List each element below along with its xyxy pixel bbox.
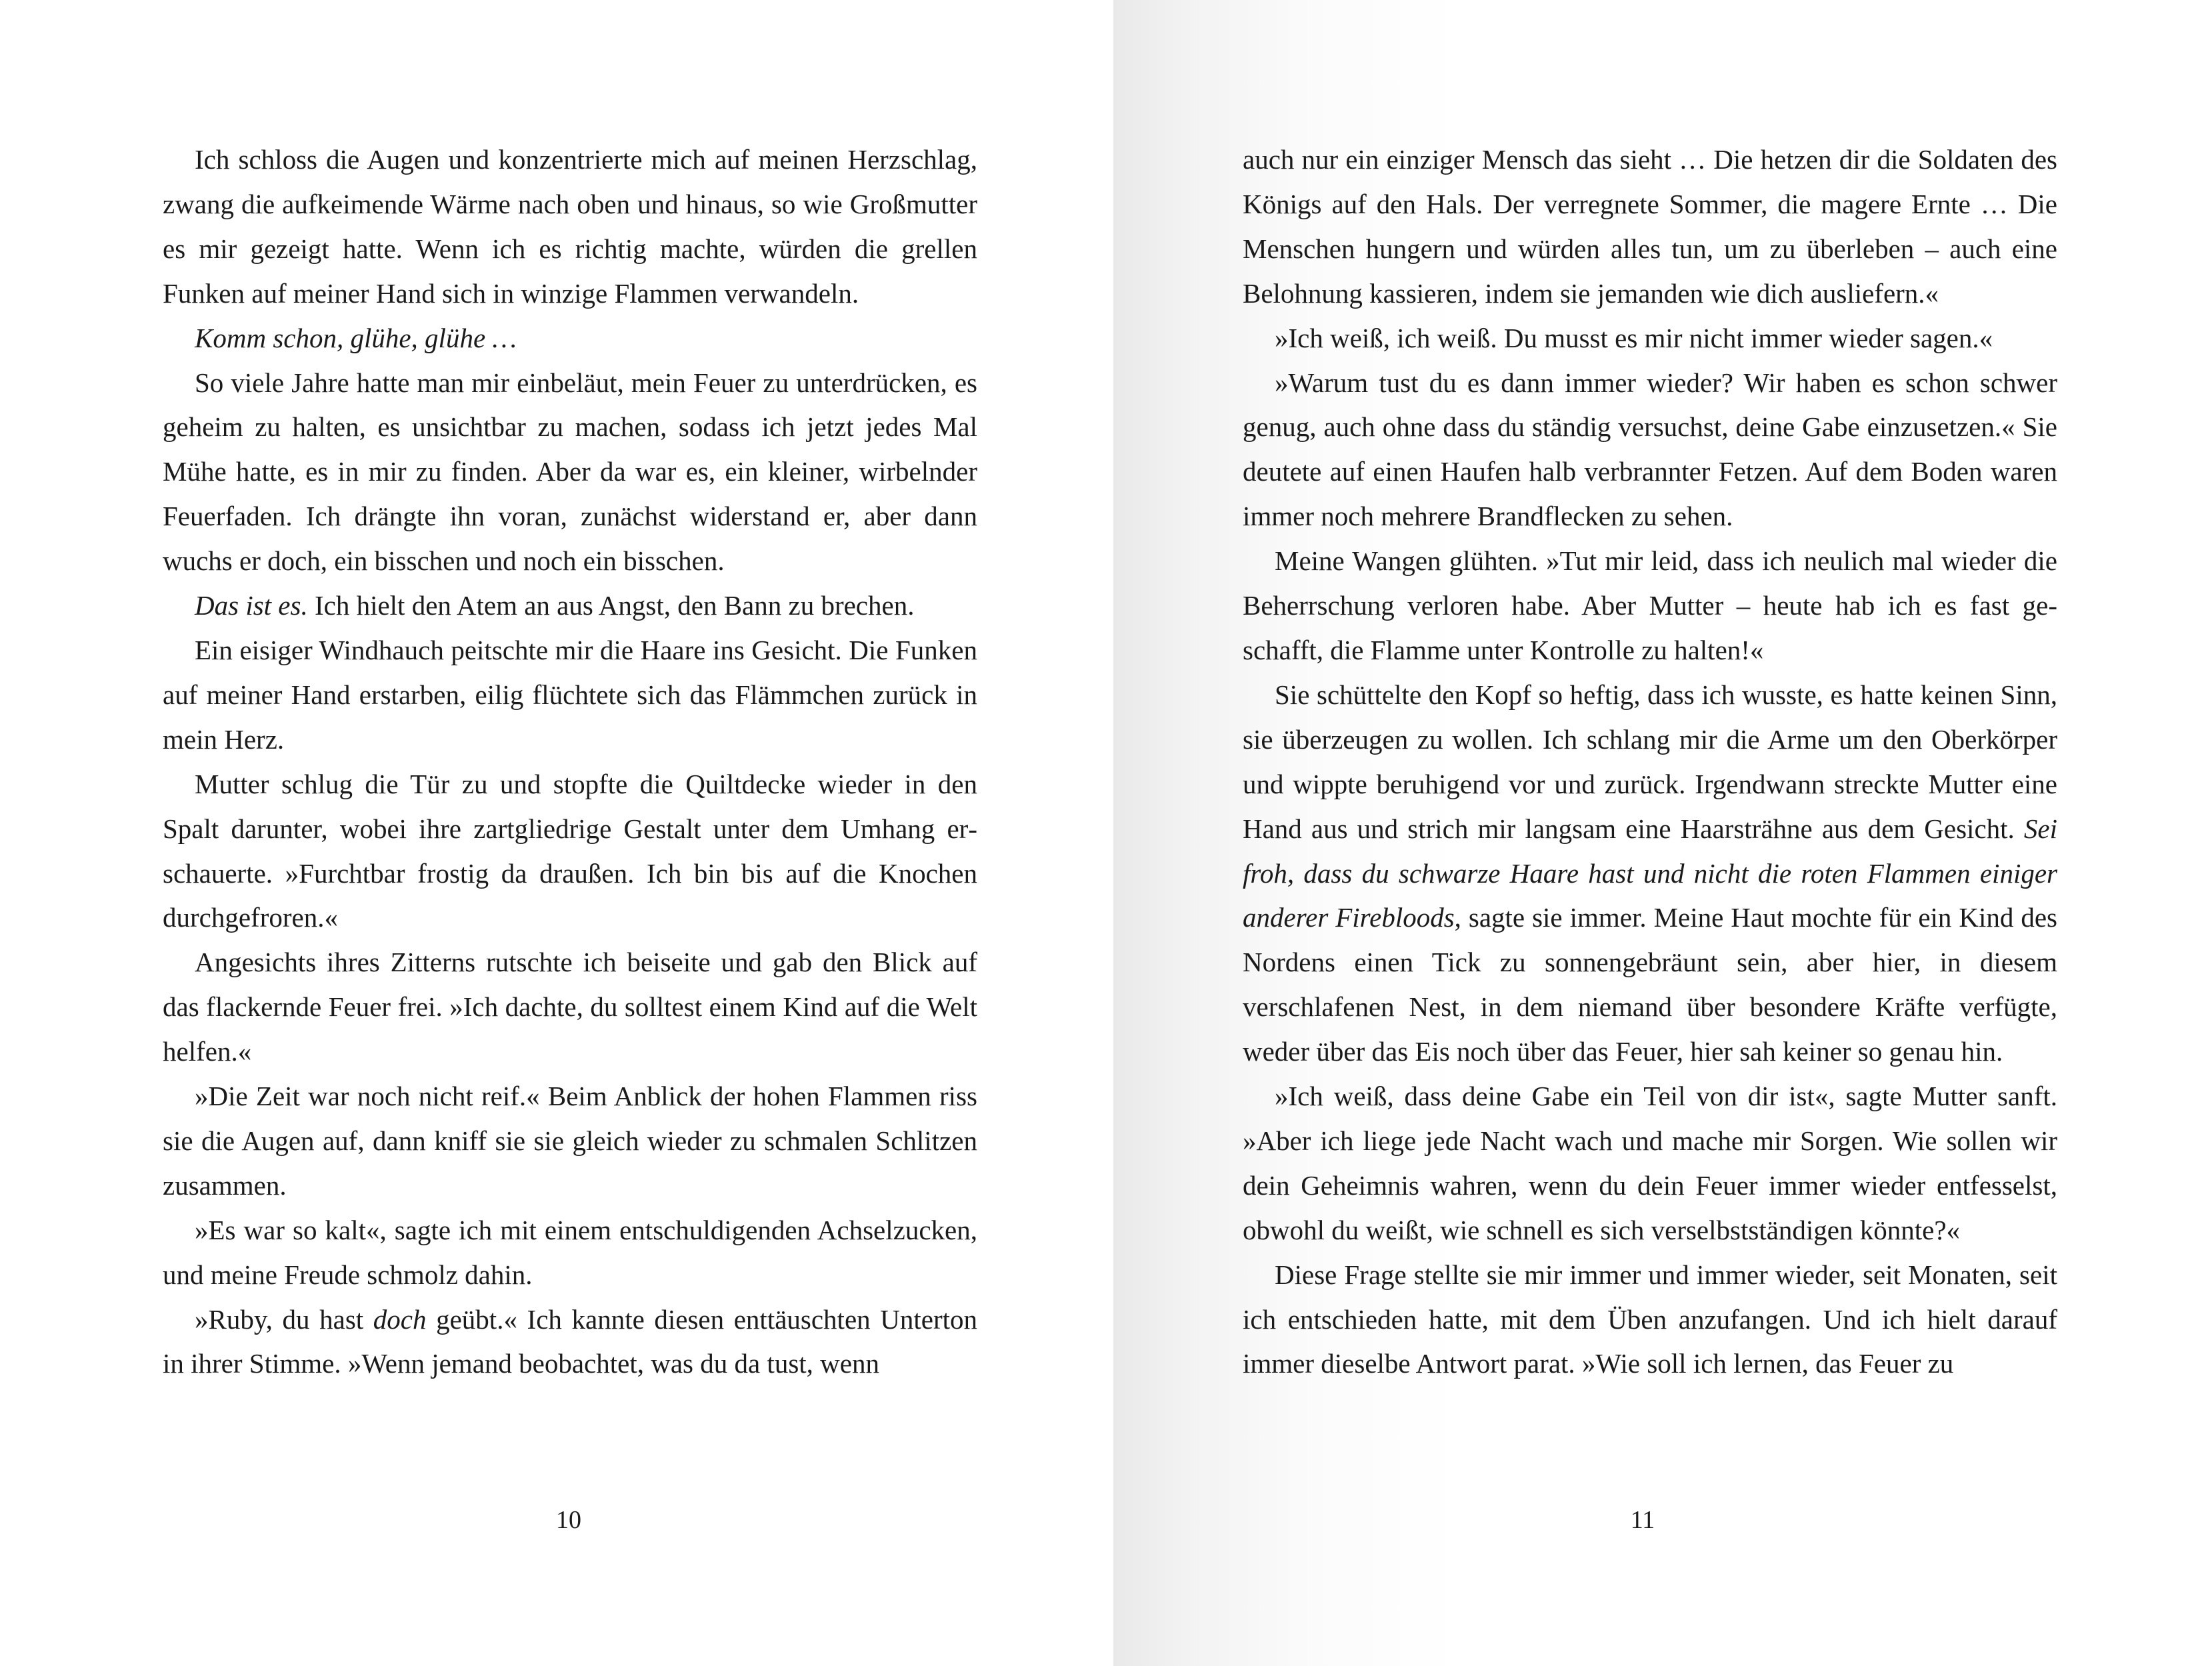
paragraph (163, 940, 977, 1074)
page-number-right: 11 (1630, 1506, 1655, 1534)
paragraph (1243, 1253, 2057, 1387)
paragraph (163, 361, 977, 584)
text-run: »Warum tust du es dann immer wieder? Wir haben es schon schwer genug, auch ohne dass du ständig versuchst, deine Gabe einzusetzen.« Sie deutete auf einen Haufen halb verbrannter Fetzen. Auf dem Boden waren immer noch mehrere Brandflecken zu sehen. (1243, 367, 2057, 532)
text-run: So viele Jahre hatte man mir einbeläut, mein Feuer zu unterdrücken, es geheim zu halten, es unsichtbar zu machen, sodass ich jetzt jedes Mal Mühe hatte, es in mir zu finden. Aber da war es, ein kleiner, wirbelnder Feuerfaden. Ich drängte ihn voran, zunächst widerstand er, aber dann wuchs er doch, ein bisschen und noch ein bisschen. (163, 367, 977, 577)
paragraph (1243, 673, 2057, 1074)
italic-text: doch (373, 1303, 427, 1335)
text-run: geübt.« Ich kannte diesen enttäuschten Unterton in ihrer Stimme. »Wenn jemand beobachtet, was du da tust, wenn (163, 1303, 977, 1379)
italic-text: Das ist es. (195, 590, 308, 621)
text-run: Ich schloss die Augen und konzentrierte mich auf meinen Herzschlag, zwang die aufkeimende Wärme nach oben und hinaus, so wie Großmutter es mir gezeigt hatte. Wenn ich es richtig machte, würden die grellen Funken auf meiner Hand sich in winzige Flammen verwandeln. (163, 144, 977, 309)
text-run: auch nur ein einziger Mensch das sieht … Die hetzen dir die Soldaten des Königs auf den Hals. Der verregnete Sommer, die magere Ernte … Die Menschen hungern und würden alles tun, um zu überleben – auch eine Belohnung kassieren, indem sie jemanden wie dich ausliefern.« (1243, 144, 2057, 309)
text-run: Sie schüttelte den Kopf so heftig, dass ich wusste, es hatte keinen Sinn, sie überzeugen zu wollen. Ich schlang mir die Arme um den Oberkörper und wippte beruhigend vor und zurück. Irgendwann streckte Mutter eine Hand aus und strich mir langsam eine Haarsträhne aus dem Gesicht. (1243, 679, 2057, 844)
text-run: »Ich weiß, dass deine Gabe ein Teil von dir ist«, sagte Mutter sanft. »Aber ich liege jede Nacht wach und mache mir Sorgen. Wie sollen wir dein Geheimnis wahren, wenn du dein Feuer immer wieder entfesselst, obwohl du weißt, wie schnell es sich verselbstständigen könnte?« (1243, 1081, 2057, 1245)
text-run: Angesichts ihres Zitterns rutschte ich beiseite und gab den Blick auf das flackernde Feuer frei. »Ich dachte, du solltest einem Kind auf die Welt helfen.« (163, 947, 977, 1067)
paragraph (1243, 361, 2057, 539)
text-run: Ein eisiger Windhauch peitschte mir die Haare ins Gesicht. Die Funken auf meiner Hand erstarben, eilig flüchtete sich das Flämmchen zurück in mein Herz. (163, 634, 977, 755)
right-page-text (1243, 137, 2057, 1386)
paragraph (163, 1074, 977, 1208)
paragraph (1243, 316, 2057, 361)
text-run: Meine Wangen glühten. »Tut mir leid, dass ich neulich mal wieder die Beherrschung verloren habe. Aber Mutter – heute hab ich es fast geschafft, die Flamme unter Kontrolle zu halten!« (1243, 545, 2057, 665)
paragraph (1243, 1074, 2057, 1253)
right-page (1113, 0, 2212, 1666)
italic-text: Komm schon, glühe, glühe … (195, 322, 517, 353)
paragraph (1243, 137, 2057, 316)
text-run: Ich hielt den Atem an aus Angst, den Bann zu brechen. (307, 590, 915, 621)
left-page-text (163, 137, 977, 1386)
page-number-left: 10 (556, 1506, 581, 1534)
paragraph (163, 316, 977, 361)
paragraph (1243, 539, 2057, 673)
text-run: , sagte sie immer. Meine Haut mochte für ein Kind des Nordens einen Tick zu sonnengebräunt sein, aber hier, in diesem verschlafenen Nest, in dem niemand über besondere Kräfte verfügte, weder über das Eis noch über das Feuer, hier sah keiner so genau hin. (1243, 902, 2058, 1067)
text-run: »Ruby, du hast (195, 1303, 373, 1335)
paragraph (163, 137, 977, 316)
text-run: Diese Frage stellte sie mir immer und immer wieder, seit Monaten, seit ich entschieden hatte, mit dem Üben anzufangen. Und ich hielt darauf immer dieselbe Antwort parat. »Wie soll ich lernen, das Feuer zu (1243, 1259, 2057, 1379)
paragraph (163, 628, 977, 762)
text-run: »Ich weiß, ich weiß. Du musst es mir nicht immer wieder sagen.« (1275, 322, 1993, 353)
text-run: »Die Zeit war noch nicht reif.« Beim Anblick der hohen Flammen riss sie die Augen auf, dann kniff sie sie gleich wieder zu schmalen Schlitzen zusammen. (163, 1081, 977, 1201)
paragraph (163, 583, 977, 628)
text-run: Mutter schlug die Tür zu und stopfte die Quiltdecke wieder in den Spalt darunter, wobei ihre zartgliedrige Gestalt unter dem Umhang erschauerte. »Furchtbar frostig da draußen. Ich bin bis auf die Knochen durchgefroren.« (163, 768, 977, 933)
paragraph (163, 762, 977, 941)
text-run: »Es war so kalt«, sagte ich mit einem entschuldigenden Achselzucken, und meine Freude schmolz dahin. (163, 1214, 977, 1290)
paragraph (163, 1297, 977, 1387)
italic-text: Sei froh, dass du schwarze Haare hast und nicht die roten Flammen einiger anderer Firebloods (1243, 813, 2057, 933)
paragraph (163, 1208, 977, 1297)
